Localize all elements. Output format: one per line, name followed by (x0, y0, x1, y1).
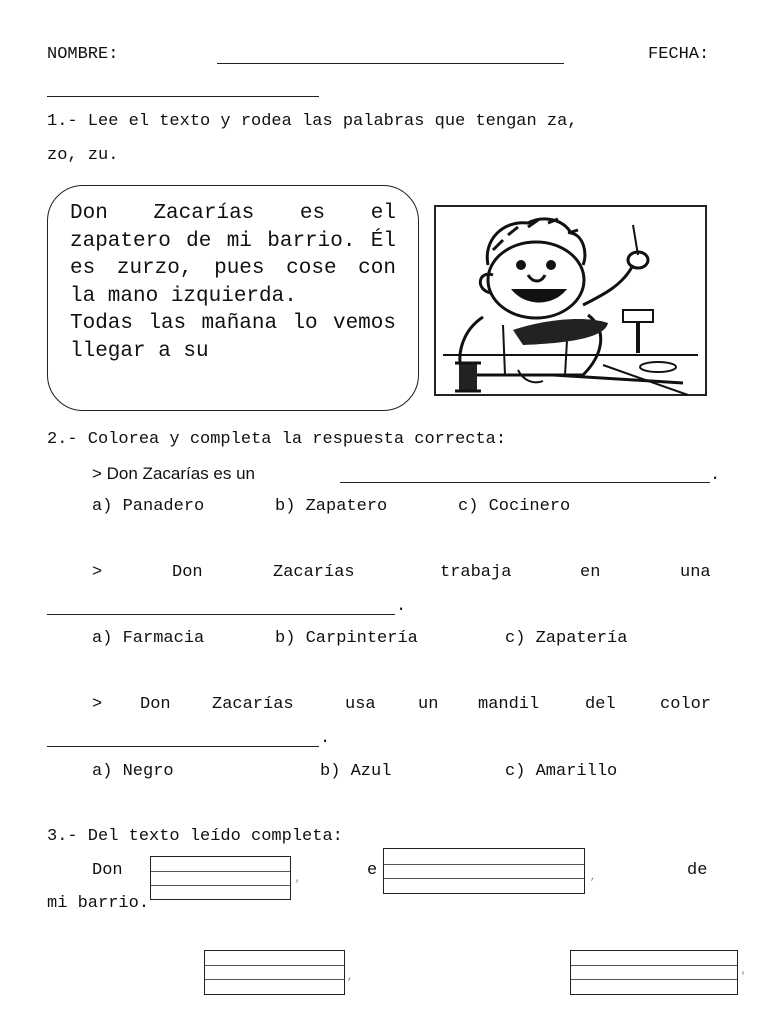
q2-item1-option-a[interactable]: a) Panadero (92, 497, 205, 516)
shoemaker-illustration (433, 205, 708, 397)
story-text (70, 200, 396, 365)
q1-instruction-line1: 1.- Lee el texto y rodea las palabras que tengan za, (47, 112, 578, 131)
q2-instruction: 2.- Colorea y completa la respuesta correcta: (47, 430, 507, 449)
q2-item2-word-1: > (92, 563, 103, 582)
q3-word-mi-barrio: mi barrio. (47, 894, 150, 913)
q2-item2-option-b[interactable]: b) Carpintería (275, 629, 418, 648)
q2-item3-word-6: mandil (478, 695, 540, 714)
q2-item3-word-7: del (585, 695, 616, 714)
q2-item1-period: . (710, 466, 721, 485)
q2-item2-option-c[interactable]: c) Zapatería (505, 629, 628, 648)
q2-item3-word-5: un (418, 695, 439, 714)
q2-item3-word-8: color (660, 695, 712, 714)
q2-item2-word-5: en (580, 563, 601, 582)
q1-instruction-line2: zo, zu. (47, 146, 119, 165)
q2-item3-option-c[interactable]: c) Amarillo (505, 762, 618, 781)
q2-item2-word-3: Zacarías (273, 563, 355, 582)
q2-item2-period: . (396, 597, 407, 616)
q2-item2-word-6: una (680, 563, 711, 582)
date-blank[interactable] (47, 96, 319, 97)
q3-answer-box-1[interactable] (150, 856, 291, 900)
box-mark: ' (740, 972, 747, 983)
q3-answer-box-2[interactable] (383, 848, 585, 894)
q2-item3-blank[interactable] (47, 746, 319, 747)
q2-item2-word-2: Don (172, 563, 203, 582)
q2-item1-prompt: > Don Zacarías es un (92, 464, 256, 483)
q2-item3-option-a[interactable]: a) Negro (92, 762, 174, 781)
q2-item3-period: . (320, 729, 331, 748)
q2-item1-option-b[interactable]: b) Zapatero (275, 497, 388, 516)
story-paragraph-2: Todas las mañana lo vemos llegar a su (70, 312, 396, 363)
q2-item2-word-4: trabaja (440, 563, 512, 582)
q2-item1-blank[interactable] (340, 482, 710, 483)
q3-word-don: Don (92, 861, 123, 880)
story-paragraph-1: Don Zacarías es el zapatero de mi barrio. Él es zurzo, pues cose con la mano izquierda. (70, 202, 396, 308)
q2-item3-word-2: Don (140, 695, 171, 714)
box-mark: ' (294, 880, 301, 891)
q2-item3-word-4: usa (345, 695, 376, 714)
q3-instruction: 3.- Del texto leído completa: (47, 827, 343, 846)
box-mark: , (590, 872, 597, 883)
name-label: NOMBRE: (47, 45, 119, 64)
q2-item1-option-c[interactable]: c) Cocinero (458, 497, 571, 516)
name-blank[interactable] (217, 63, 564, 64)
q3-answer-box-3[interactable] (204, 950, 345, 995)
q2-item3-word-1: > (92, 695, 103, 714)
q2-item3-option-b[interactable]: b) Azul (320, 762, 392, 781)
q2-item3-word-3: Zacarías (212, 695, 294, 714)
date-label: FECHA: (648, 45, 710, 64)
box-mark: , (347, 972, 354, 983)
q2-item2-blank[interactable] (47, 614, 395, 615)
q3-word-e: e (367, 861, 378, 880)
q3-answer-box-4[interactable] (570, 950, 738, 995)
q2-item2-option-a[interactable]: a) Farmacia (92, 629, 205, 648)
story-box (47, 185, 419, 411)
q3-word-de: de (687, 861, 708, 880)
